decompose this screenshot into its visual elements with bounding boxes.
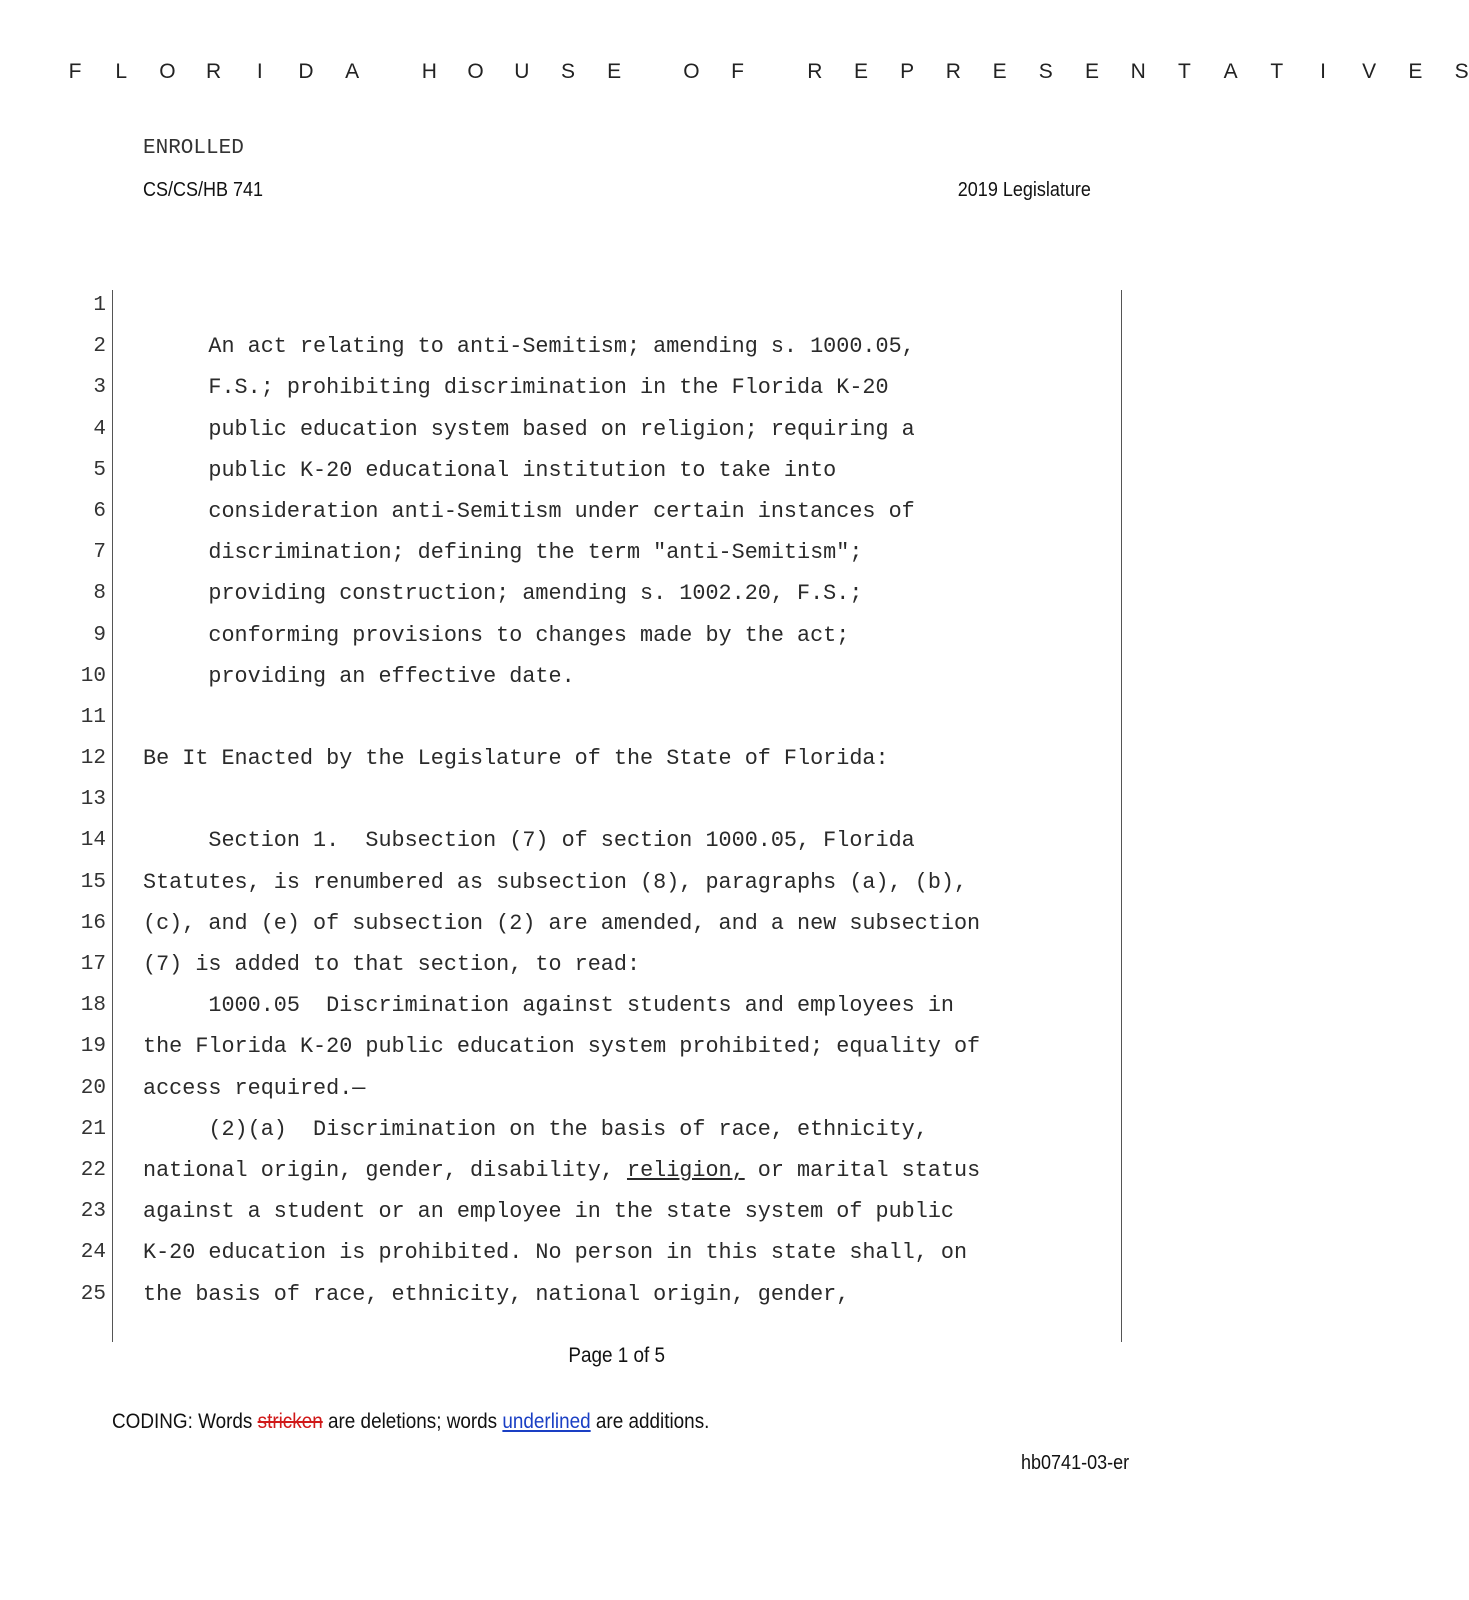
line-text: (2)(a) Discrimination on the basis of race, ethnicity, [143, 1116, 928, 1142]
bill-line [0, 779, 1234, 820]
masthead-letter: E [1408, 60, 1423, 83]
masthead-letter: O [467, 60, 484, 83]
line-number: 6 [93, 499, 106, 523]
line-text: 1000.05 Discrimination against students and employees in [143, 993, 954, 1019]
line-number: 21 [80, 1117, 106, 1141]
document-id: hb0741-03-er [1020, 1452, 1129, 1474]
masthead-letter: R [206, 60, 222, 83]
line-text: (c), and (e) of subsection (2) are amended, and a new subsection [143, 910, 981, 936]
line-number: 20 [80, 1076, 106, 1100]
bill-line [0, 285, 1234, 326]
line-text: consideration anti-Semitism under certain instances of [143, 498, 915, 524]
masthead-letter: H [421, 60, 437, 83]
bill-line [0, 615, 1234, 656]
line-text: K-20 education is prohibited. No person in this state shall, on [143, 1240, 968, 1266]
line-number: 5 [93, 458, 106, 482]
masthead-letter: T [1270, 60, 1284, 83]
bill-line [0, 1026, 1234, 1067]
line-number: 18 [80, 994, 106, 1018]
masthead-letter: S [1038, 60, 1053, 83]
coding-legend: CODING: Words stricken are deletions; words underlined are additions. [112, 1410, 710, 1433]
line-text: national origin, gender, disability, religion, or marital status [143, 1157, 981, 1183]
line-number: 16 [80, 911, 106, 935]
line-number: 22 [80, 1158, 106, 1182]
masthead-letter: I [1320, 60, 1326, 83]
bill-line [0, 738, 1234, 779]
masthead-letter: V [1362, 60, 1377, 83]
bill-line [0, 491, 1234, 532]
masthead-letter: F [731, 60, 745, 83]
line-number: 14 [80, 829, 106, 853]
masthead-letter: L [115, 60, 128, 83]
line-number: 7 [93, 541, 106, 565]
masthead-letter: E [853, 60, 869, 83]
line-number: 12 [80, 747, 106, 771]
line-text: (7) is added to that section, to read: [143, 952, 641, 977]
line-text: providing construction; amending s. 1002.20, F.S.; [143, 581, 863, 607]
masthead-letter: A [345, 60, 360, 83]
bill-line [0, 409, 1234, 450]
bill-line [0, 697, 1234, 738]
line-text: access required.— [143, 1075, 366, 1101]
coding-stricken-sample: stricken [257, 1410, 323, 1433]
line-text: Be It Enacted by the Legislature of the State of Florida: [143, 746, 889, 772]
line-number: 23 [80, 1200, 106, 1224]
masthead-letter: S [560, 60, 576, 83]
page-number: Page 1 of 5 [568, 1344, 666, 1367]
bill-line [0, 862, 1234, 903]
line-number: 11 [80, 705, 106, 729]
line-number: 15 [80, 870, 106, 894]
bill-number: CS/CS/HB 741 [143, 179, 264, 201]
masthead-letter: I [256, 60, 263, 83]
masthead-letter: E [992, 60, 1007, 83]
masthead-letter: T [1177, 60, 1191, 83]
line-text: the Florida K-20 public education system prohibited; equality of [143, 1034, 981, 1060]
bill-line [0, 944, 1234, 985]
masthead-letter: E [607, 60, 622, 83]
line-text: providing an effective date. [143, 663, 575, 689]
bill-line [0, 985, 1234, 1026]
masthead-letter: S [1454, 60, 1469, 83]
bill-line [0, 1274, 1234, 1315]
line-text: An act relating to anti-Semitism; amending s. 1000.05, [143, 334, 915, 360]
bill-line [0, 1150, 1234, 1191]
masthead-letter: R [807, 60, 823, 83]
masthead-letter: O [159, 60, 176, 83]
line-number: 8 [93, 582, 106, 606]
masthead-letter: E [1084, 60, 1100, 83]
bill-line [0, 573, 1234, 614]
line-text: discrimination; defining the term "anti-Semitism"; [143, 540, 863, 566]
line-text: conforming provisions to changes made by the act; [143, 622, 850, 648]
bill-line [0, 1191, 1234, 1232]
masthead-letter: O [683, 60, 700, 83]
line-number: 1 [93, 294, 106, 317]
line-text: public K-20 educational institution to take into [143, 457, 837, 483]
line-text: F.S.; prohibiting discrimination in the Florida K-20 [143, 375, 889, 401]
bill-line [0, 1232, 1234, 1273]
bill-line [0, 450, 1234, 491]
bill-status: ENROLLED [143, 137, 244, 160]
line-number: 10 [80, 664, 106, 688]
masthead-letter: P [900, 60, 915, 83]
line-number: 2 [93, 335, 106, 359]
line-text: the basis of race, ethnicity, national origin, gender, [143, 1281, 850, 1307]
line-text: public education system based on religion; requiring a [143, 416, 915, 442]
line-number: 17 [80, 953, 106, 976]
bill-line [0, 1068, 1234, 1109]
bill-line [0, 1109, 1234, 1150]
line-number: 19 [80, 1035, 106, 1059]
line-number: 24 [80, 1241, 106, 1265]
line-number: 9 [93, 623, 106, 647]
line-text: Statutes, is renumbered as subsection (8), paragraphs (a), (b), [143, 869, 968, 895]
line-number: 4 [93, 417, 106, 441]
masthead-letter: A [1223, 60, 1238, 83]
bill-line [0, 532, 1234, 573]
bill-line [0, 820, 1234, 861]
bill-line [0, 326, 1234, 367]
coding-underlined-sample: underlined [502, 1410, 591, 1433]
line-number: 13 [80, 788, 106, 812]
line-text: against a student or an employee in the state system of public [143, 1199, 954, 1225]
chamber-masthead [0, 60, 1469, 90]
masthead-letter: N [1130, 60, 1146, 83]
masthead-letter: F [68, 60, 82, 83]
masthead-letter: U [514, 60, 530, 83]
masthead-letter: R [945, 60, 961, 83]
bill-line [0, 367, 1234, 408]
bill-text [0, 285, 1234, 1315]
bill-line [0, 656, 1234, 697]
masthead-letter: D [298, 60, 314, 83]
line-text: Section 1. Subsection (7) of section 1000.05, Florida [143, 828, 915, 854]
added-text: religion, [626, 1157, 745, 1183]
legislature-session: 2019 Legislature [957, 179, 1091, 201]
line-number: 3 [93, 376, 106, 400]
line-number: 25 [80, 1282, 106, 1306]
bill-line [0, 903, 1234, 944]
